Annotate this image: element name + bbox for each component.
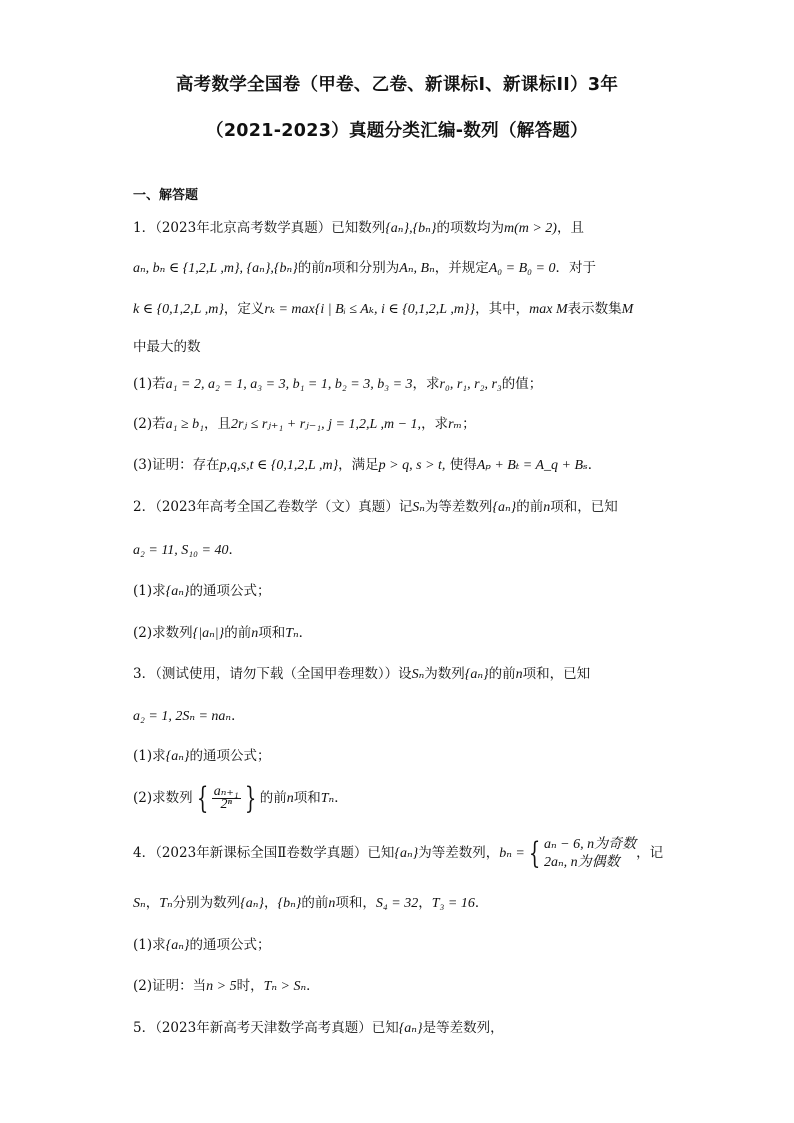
q3-l2: a₂ = 1, 2Sₙ = naₙ [133,709,232,724]
q3-end2: 项和，已知 [522,666,591,682]
q2-n: n [543,500,551,515]
q2-p1c: 的通项公式； [189,583,271,599]
q1-p3e: 使得 [445,457,477,473]
q1-l3f: 表示数集 [567,301,622,317]
q4-part2 [133,976,733,997]
q2-end: 的前 [516,499,544,515]
q2-intro: 2．（2023年高考全国乙卷数学（文）真题）记 [133,499,413,515]
q3-p2g: ． [334,790,348,806]
q1-p1c: ，求 [412,376,440,392]
q1-p1b: a₁ = 2, a₂ = 1, a₃ = 3, b₁ = 1, b₂ = 3, b₃ = 3 [165,377,413,392]
q1-l2n: n [324,261,332,276]
q1-p2d: 2rⱼ ≤ rⱼ₊₁ + rⱼ₋₁, j = 1,2,L ,m − 1, [231,417,422,432]
q2-part2 [133,623,733,644]
q4-an: {aₙ} [394,846,419,861]
doc-title-line1: 高考数学全国卷（甲卷、乙卷、新课标I、新课标II）3年 [175,75,619,95]
q1-l3b: ，定义 [223,301,265,317]
q3-p2e: 项和 [293,790,321,806]
q4-l2b: ， [145,895,160,911]
q5-an: {aₙ} [398,1021,423,1036]
q4-p1c: 的通项公式； [189,937,271,953]
q4-l2l: T₃ = 16 [431,896,475,911]
q1-seqs: {aₙ},{bₙ} [385,221,437,236]
fraction-denominator: 2ⁿ [220,797,232,812]
q1-p3d: p > q, s > t, [378,458,446,473]
q4-intro: 4．（2023年新课标全国Ⅱ卷数学真题）已知 [133,845,395,861]
q2-p2f: Tₙ [285,626,299,641]
q1-l3c: rₖ = max{i | Bᵢ ≤ Aₖ, i ∈ {0,1,2,L ,m}} [264,302,476,317]
q2-end2: 项和，已知 [550,499,618,515]
q2-line2 [133,540,733,561]
q4-l2d: 分别为数列 [172,895,241,911]
q4-line2 [133,893,733,914]
q4-l2f: ， [264,895,278,911]
q4-p2a: (2)证明：当 [133,978,207,994]
q4-l2m: ． [474,895,489,911]
q3-an: {aₙ} [464,667,489,682]
q2-mid: 为等差数列 [424,499,493,515]
q2-p1a: (1)求 [133,583,166,599]
q3-sn: Sₙ [411,667,425,682]
q1-line1 [133,218,733,239]
q5-end: 是等差数列， [422,1020,504,1036]
q1-l2f: A₀ = B₀ = 0 [488,261,556,276]
q4-p2e: ． [306,978,320,994]
q1-p2f: rₘ [448,417,463,432]
q4-l2a: Sₙ [133,896,146,911]
q4-mid: 为等差数列， [418,845,500,861]
q4-p2d: Tₙ > Sₙ [263,979,307,994]
q3-p2c: 的前 [259,790,287,806]
fraction-numerator: aₙ₊₁ [213,784,239,799]
q1-p3g: ． [587,457,602,473]
q1-p3b: p,q,s,t ∈ {0,1,2,L ,m} [219,458,339,473]
q1-p1a: (1)若 [133,376,166,392]
q1-cond: m(m > 2) [503,221,557,236]
q1-p2b: a₁ ≥ b₁ [165,417,205,432]
q5-line1 [133,1018,733,1039]
q3-part2 [133,780,733,816]
q3-end: 的前 [488,666,516,682]
q1-p2c: ，且 [204,416,232,432]
q1-p3f: Aₚ + Bₜ = A_q + Bₛ [476,458,588,473]
q1-p3c: ，满足 [338,457,379,473]
right-brace-glyph: } [244,780,256,816]
q3-p1b: {aₙ} [165,749,190,764]
q1-line2 [133,258,733,279]
q4-l2j: S₄ = 32 [375,896,419,911]
q1-line3 [133,299,733,320]
q2-p2c: 的前 [224,625,252,641]
q1-p3a: (3)证明：存在 [133,457,220,473]
q1-l2b: 的前 [297,260,325,276]
q4-l2e: {aₙ} [240,896,265,911]
q4-l2i: 项和， [335,895,376,911]
q2-p1b: {aₙ} [165,584,190,599]
q3-part1 [133,746,733,767]
q2-sn: Sₙ [412,500,425,515]
q1-p2e: ，求 [421,416,449,432]
section-heading: 一、解答题 [133,188,199,203]
q3-line1 [133,664,733,685]
q1-l2e: ，并规定 [434,260,489,276]
q2-p2g: ． [298,625,313,641]
left-brace-glyph: { [196,780,208,816]
q3-p2d: n [286,791,294,806]
q4-end: ，记 [636,845,664,861]
q4-p2c: 时， [236,978,264,994]
q4-part1 [133,935,733,956]
q1-p1e: 的值； [501,376,543,392]
q4-line1 [133,833,733,873]
doc-title-line2: （2021-2023）真题分类汇编-数列（解答题） [206,121,588,141]
q2-p2e: 项和 [258,625,286,641]
q1-p1d: r₀, r₁, r₂, r₃ [439,377,502,392]
q3-l2end: ． [231,708,245,724]
q1-l3d: ，其中， [475,301,530,317]
q1-l2c: 项和分别为 [331,260,400,276]
q1-mid: 的项数均为 [436,220,504,236]
q3-mid: 为数列 [424,666,465,682]
q4-p2b: n > 5 [206,979,237,994]
q1-part3 [133,455,733,476]
q4-piecewise [544,836,636,872]
q1-end: ，且 [556,220,584,236]
q4-l2c: Tₙ [159,896,173,911]
q2-p2a: (2)求数列 [133,625,193,641]
q1-l2d: Aₙ, Bₙ [399,261,435,276]
q4-l2k: ， [418,895,432,911]
q3-p1c: 的通项公式； [189,748,271,764]
q4-p1a: (1)求 [133,937,166,953]
q4-case1: aₙ − 6, n为奇数 [543,836,637,852]
q1-part2 [133,414,733,435]
q1-l2g: ．对于 [555,260,596,276]
q2-p2d: n [251,626,259,641]
q1-l3e: max M [529,302,568,317]
q4-p1b: {aₙ} [165,938,190,953]
q2-l2: a₂ = 11, S₁₀ = 40 [133,543,229,558]
q4-bn: bₙ = [499,846,525,861]
q1-l2a: aₙ, bₙ ∈ {1,2,L ,m}, {aₙ},{bₙ} [133,261,298,276]
q4-case2: 2aₙ, n为偶数 [543,854,620,870]
q5-intro: 5．（2023年新高考天津数学高考真题）已知 [133,1020,399,1036]
q1-line4: 中最大的数 [133,339,201,355]
q4-l2n: n [328,896,336,911]
q3-p2f: Tₙ [320,791,335,806]
q2-line1 [133,497,733,518]
q2-l2end: ． [228,542,242,558]
q2-p2b: {|aₙ|} [192,626,225,641]
q3-n: n [515,667,523,682]
q1-intro: 1．（2023年北京高考数学真题）已知数列 [133,220,386,236]
q1-l3g: M [621,302,634,317]
q2-an: {aₙ} [492,500,517,515]
q2-part1 [133,581,733,602]
q1-part1 [133,374,733,395]
q3-p1a: (1)求 [133,748,166,764]
q3-p2a: (2)求数列 [133,790,193,806]
q3-line2 [133,706,733,727]
q4-l2h: 的前 [301,895,329,911]
q3-intro: 3．（测试使用，请勿下载（全国甲卷理数））设 [133,666,412,682]
q3-fraction [212,786,241,811]
case-brace-glyph: { [528,835,541,871]
q1-l3a: k ∈ {0,1,2,L ,m} [133,302,224,317]
q1-p2a: (2)若 [133,416,166,432]
q4-l2g: {bₙ} [277,896,302,911]
q1-p2g: ； [462,416,476,432]
